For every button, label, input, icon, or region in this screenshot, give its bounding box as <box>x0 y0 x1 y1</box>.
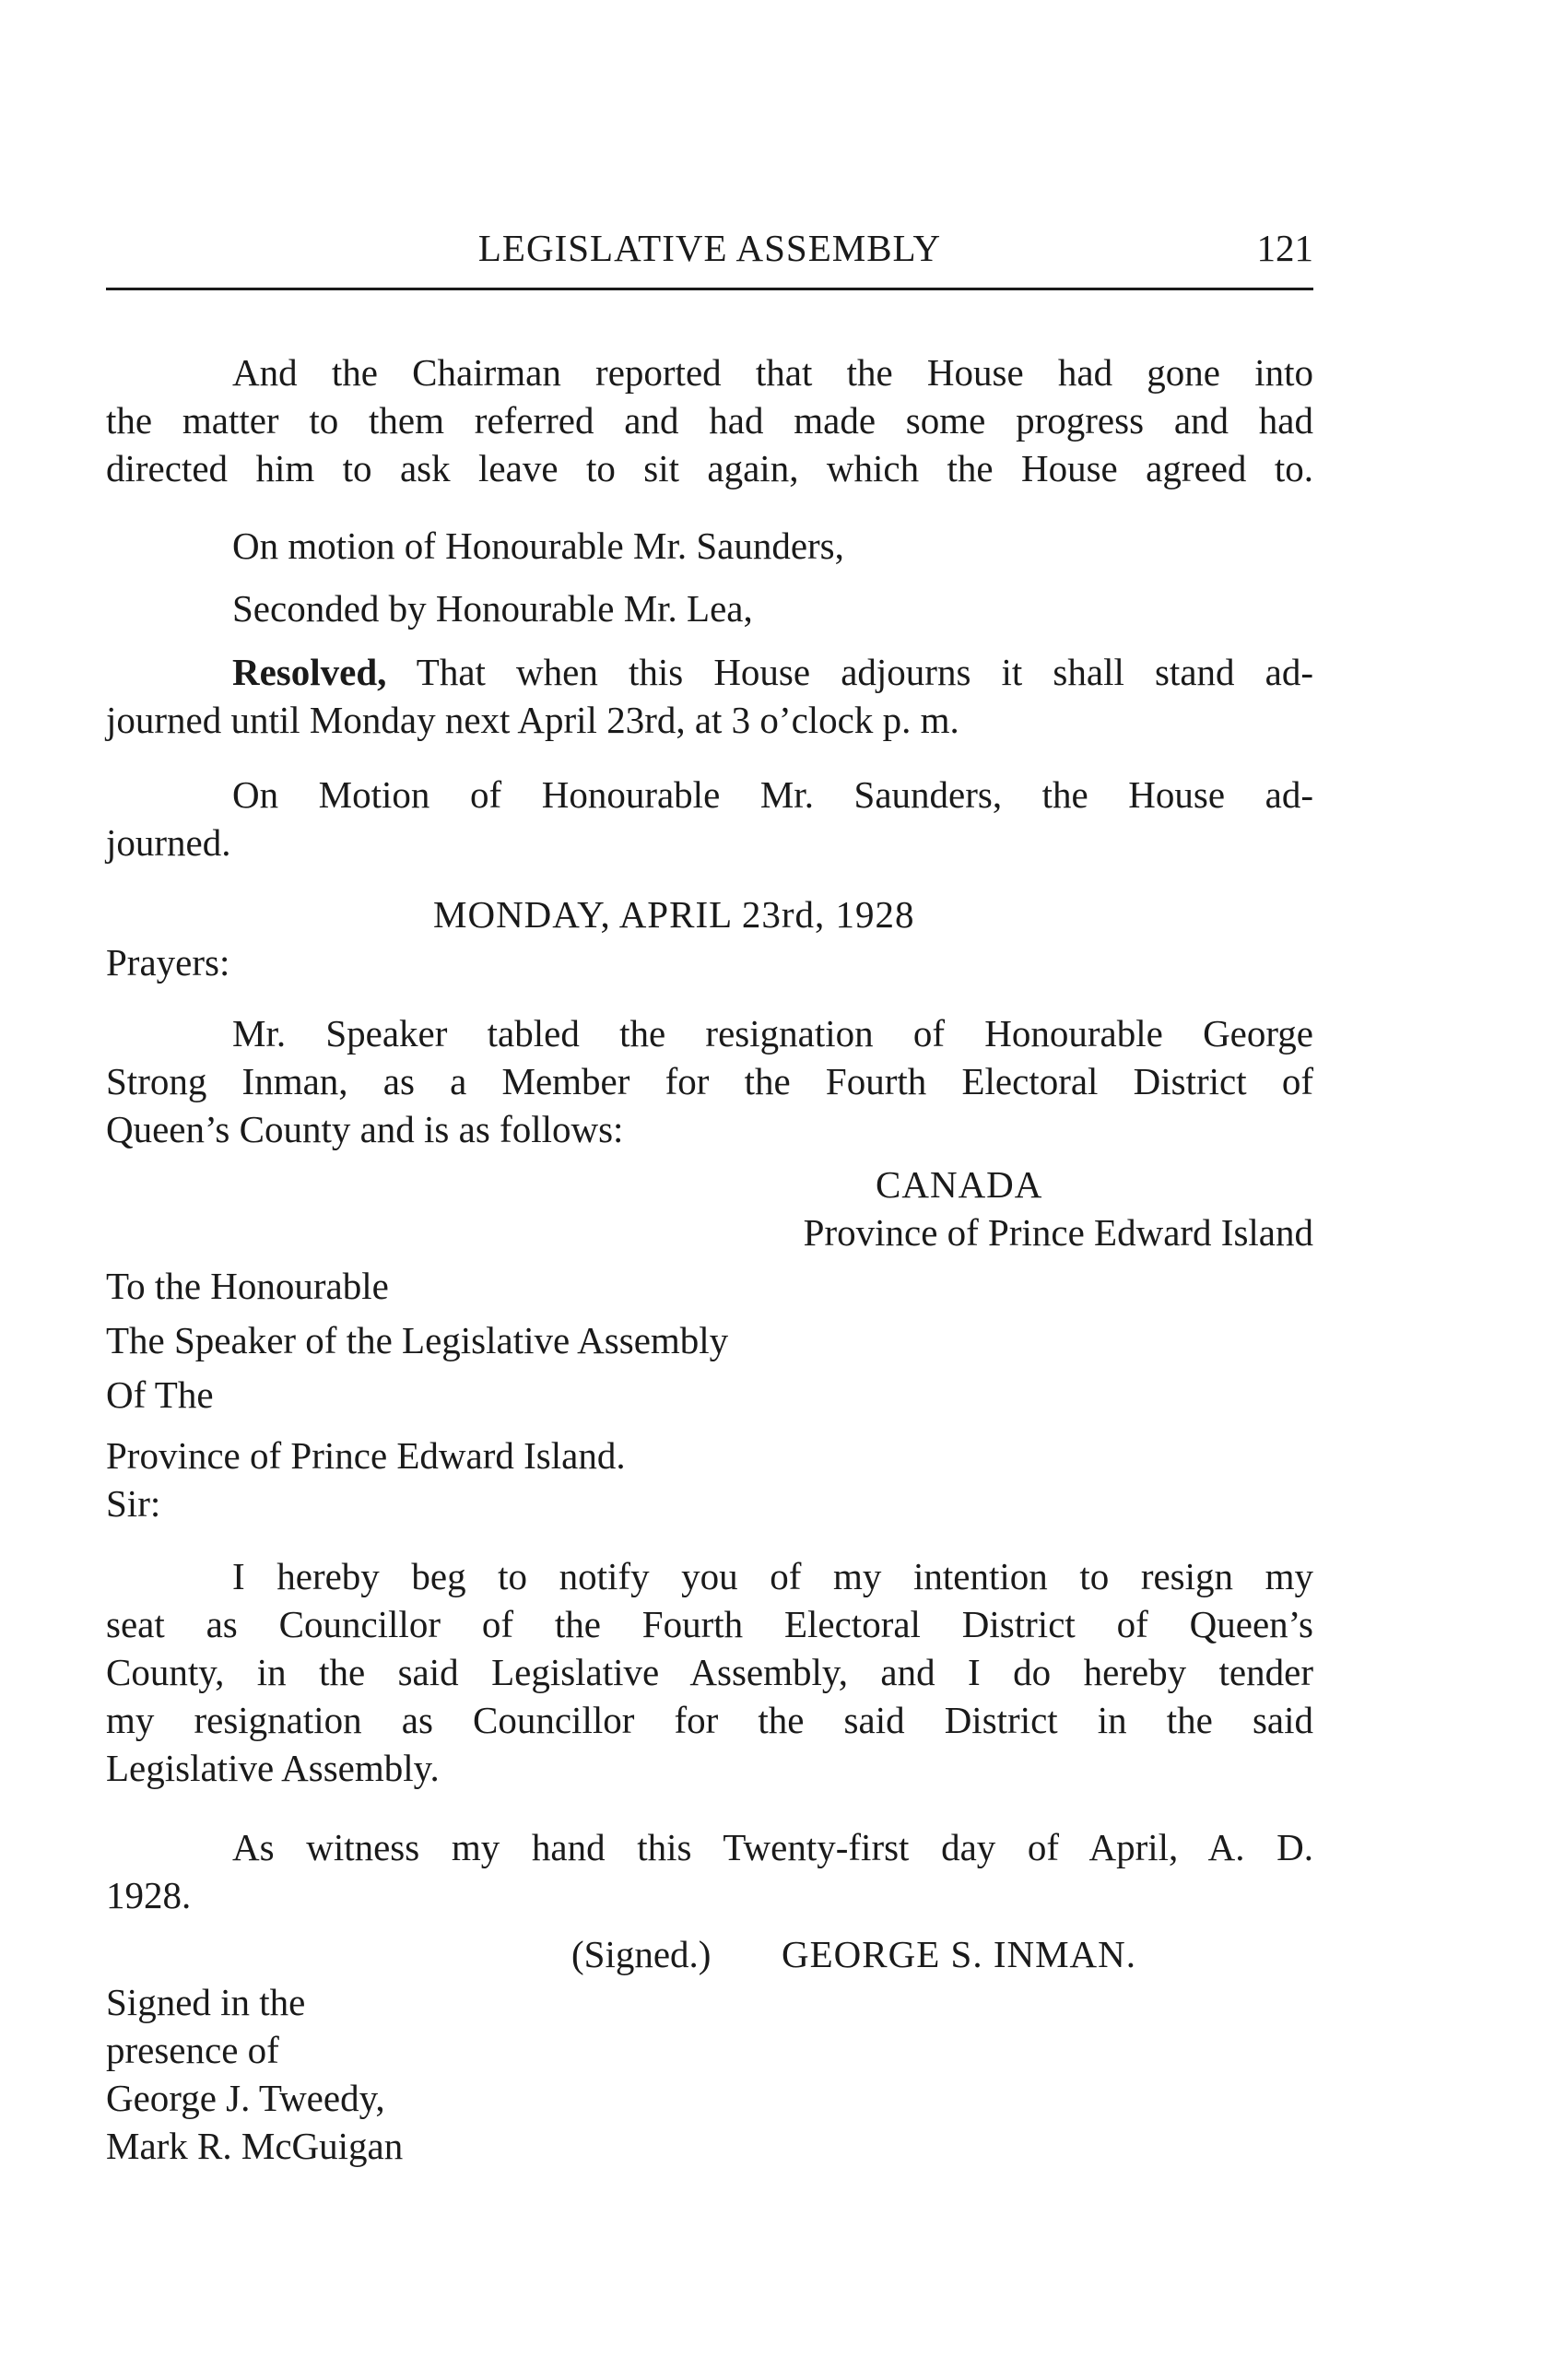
chairman-line-3: directed him to ask leave to sit again, which the House agreed to. <box>106 447 1313 489</box>
chairman-line-2: the matter to them referred and had made some progress and had <box>106 399 1313 442</box>
resolved-line-1 <box>232 648 1313 696</box>
letter-body-line-4: my resignation as Councillor for the said District in the said <box>106 1699 1313 1741</box>
address-line-4: Province of Prince Edward Island. <box>106 1434 626 1477</box>
letter-country: CANADA <box>876 1163 1043 1206</box>
speaker-line-2: Strong Inman, as a Member for the Fourth Electoral District of <box>106 1060 1313 1102</box>
chairman-line-1: And the Chairman reported that the House had gone into <box>232 351 1313 394</box>
letter-body-line-2: seat as Councillor of the Fourth Electoral District of Queen’s <box>106 1603 1313 1645</box>
speaker-line-1: Mr. Speaker tabled the resignation of Honourable George <box>232 1012 1313 1055</box>
witness-name-1: George J. Tweedy, <box>106 2077 385 2119</box>
address-line-2: The Speaker of the Legislative Assembly <box>106 1319 729 1361</box>
letter-body-line-5: Legislative Assembly. <box>106 1747 440 1789</box>
signed-label: (Signed.) <box>571 1933 712 1975</box>
resolved-label: Resolved, <box>232 651 387 693</box>
header-rule <box>106 288 1313 290</box>
running-head-title: LEGISLATIVE ASSEMBLY <box>477 227 942 269</box>
prayers-label: Prayers: <box>106 941 230 984</box>
resolved-text: That when this House adjourns it shall stand ad- <box>386 651 1313 693</box>
address-line-3: Of The <box>106 1373 214 1416</box>
salutation: Sir: <box>106 1482 161 1525</box>
address-line-1: To the Honourable <box>106 1265 389 1307</box>
witness-name-2: Mark R. McGuigan <box>106 2125 404 2167</box>
letter-body-line-1: I hereby beg to notify you of my intention to resign my <box>232 1555 1313 1597</box>
signer-name: GEORGE S. INMAN. <box>782 1933 1136 1975</box>
date-heading: MONDAY, APRIL 23rd, 1928 <box>433 893 915 936</box>
motion-line: On motion of Honourable Mr. Saunders, <box>232 524 844 567</box>
adjourn-line-2: journed. <box>106 821 231 864</box>
adjourn-line-1: On Motion of Honourable Mr. Saunders, the House ad- <box>232 773 1313 816</box>
letter-province: Province of Prince Edward Island <box>803 1211 1313 1254</box>
presence-line-1: Signed in the <box>106 1981 306 2023</box>
resolved-line-2: journed until Monday next April 23rd, at 3 o’clock p. m. <box>106 699 959 741</box>
letter-body-line-3: County, in the said Legislative Assembly, and I do hereby tender <box>106 1651 1313 1693</box>
witness-line-1: As witness my hand this Twenty-first day of April, A. D. <box>232 1826 1313 1868</box>
page-number: 121 <box>1256 227 1313 269</box>
speaker-line-3: Queen’s County and is as follows: <box>106 1108 624 1150</box>
witness-line-2: 1928. <box>106 1874 192 1916</box>
presence-line-2: presence of <box>106 2029 279 2071</box>
seconded-line: Seconded by Honourable Mr. Lea, <box>232 587 753 630</box>
